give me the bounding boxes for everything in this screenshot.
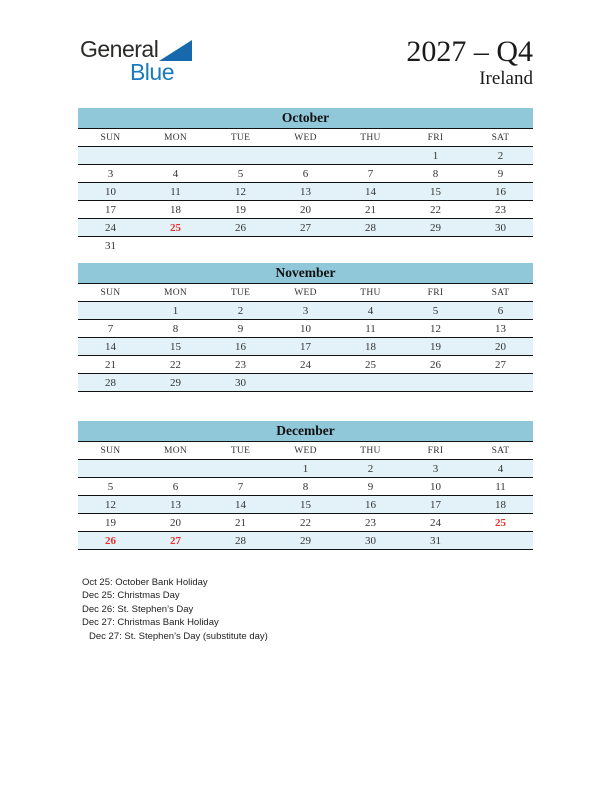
day-cell: 5 (237, 167, 244, 180)
weekday-header: WED (273, 284, 338, 302)
holiday-footnote: Dec 27: St. Stephen’s Day (substitute day) (89, 630, 268, 642)
empty-day-cell (208, 237, 273, 255)
day-cell: 14 (208, 496, 273, 514)
day-cell: 4 (338, 302, 403, 320)
empty-day-cell (273, 374, 338, 392)
weekday-header: SUN (78, 442, 143, 460)
day-cell: 22 (430, 203, 441, 216)
day-cell: 8 (432, 167, 439, 180)
day-cell: 7 (107, 322, 114, 335)
empty-day-cell (143, 147, 208, 165)
day-cell: 19 (235, 203, 246, 216)
day-cell: 9 (367, 480, 374, 493)
day-cell: 19 (403, 338, 468, 356)
empty-day-cell (143, 460, 208, 478)
general-blue-logo (80, 38, 190, 83)
empty-day-cell (403, 374, 468, 392)
day-cell: 15 (273, 496, 338, 514)
empty-day-cell (338, 374, 403, 392)
day-cell: 28 (208, 532, 273, 550)
day-cell: 12 (78, 496, 143, 514)
holiday-footnote: Dec 25: Christmas Day (82, 590, 180, 602)
day-cell: 10 (78, 183, 143, 201)
week-row (78, 237, 533, 255)
day-cell: 21 (365, 203, 376, 216)
month-title: December (78, 421, 533, 442)
day-cell: 23 (365, 516, 376, 529)
week-row (78, 183, 533, 201)
week-row (78, 302, 533, 320)
day-cell: 1 (273, 460, 338, 478)
day-cell: 26 (208, 219, 273, 237)
day-cell: 12 (208, 183, 273, 201)
day-cell: 29 (403, 219, 468, 237)
page-title: 2027 – Q4 (406, 35, 533, 68)
day-cell: 16 (338, 496, 403, 514)
day-cell: 9 (497, 167, 504, 180)
weekday-header: WED (273, 129, 338, 147)
day-cell: 27 (495, 358, 506, 371)
week-row (78, 478, 533, 496)
weekday-header: FRI (403, 284, 468, 302)
day-cell: 3 (403, 460, 468, 478)
day-cell: 28 (338, 219, 403, 237)
day-cell: 19 (105, 516, 116, 529)
weekday-header: MON (143, 129, 208, 147)
empty-day-cell (338, 147, 403, 165)
day-cell: 23 (495, 203, 506, 216)
day-cell: 11 (365, 322, 376, 335)
empty-day-cell (143, 237, 208, 255)
day-cell: 1 (403, 147, 468, 165)
week-row (78, 219, 533, 237)
day-cell: 29 (143, 374, 208, 392)
day-cell: 22 (300, 516, 311, 529)
day-cell: 8 (172, 322, 179, 335)
day-cell: 14 (338, 183, 403, 201)
day-cell: 13 (495, 322, 506, 335)
month-table-october (78, 108, 533, 254)
day-cell: 15 (143, 338, 208, 356)
day-cell: 9 (237, 322, 244, 335)
weekday-header: WED (273, 442, 338, 460)
day-cell: 4 (468, 460, 533, 478)
day-cell: 20 (300, 203, 311, 216)
logo-text-blue: Blue (129, 59, 174, 85)
day-cell: 22 (170, 358, 181, 371)
weekday-header: SAT (468, 442, 533, 460)
day-cell: 6 (468, 302, 533, 320)
day-cell: 12 (430, 322, 441, 335)
empty-day-cell (468, 237, 533, 255)
day-cell: 31 (105, 239, 116, 252)
day-cell: 17 (273, 338, 338, 356)
day-cell: 30 (208, 374, 273, 392)
empty-day-cell (78, 147, 143, 165)
month-table-november (78, 263, 533, 392)
empty-day-cell (338, 237, 403, 255)
month-title: November (78, 263, 533, 284)
holiday-footnote: Dec 27: Christmas Bank Holiday (82, 617, 219, 629)
week-row (78, 320, 533, 338)
empty-day-cell (468, 374, 533, 392)
weekday-header: FRI (403, 129, 468, 147)
day-cell: 11 (143, 183, 208, 201)
day-cell: 18 (170, 203, 181, 216)
day-cell: 2 (208, 302, 273, 320)
weekday-header: TUE (208, 442, 273, 460)
day-cell: 30 (338, 532, 403, 550)
week-row (78, 338, 533, 356)
page-subtitle: Ireland (479, 68, 533, 89)
day-cell: 16 (468, 183, 533, 201)
day-cell: 18 (338, 338, 403, 356)
day-cell: 25 (365, 358, 376, 371)
empty-day-cell (273, 237, 338, 255)
day-cell: 8 (302, 480, 309, 493)
day-cell: 29 (273, 532, 338, 550)
day-cell: 10 (300, 322, 311, 335)
weekday-header: THU (338, 442, 403, 460)
day-cell: 20 (170, 516, 181, 529)
day-cell: 21 (235, 516, 246, 529)
week-row (78, 201, 533, 219)
holiday-footnotes (82, 576, 268, 643)
day-cell: 6 (302, 167, 309, 180)
empty-day-cell (78, 302, 143, 320)
empty-day-cell (208, 147, 273, 165)
weekday-header: MON (143, 442, 208, 460)
day-cell: 15 (403, 183, 468, 201)
day-cell: 3 (273, 302, 338, 320)
day-cell: 1 (143, 302, 208, 320)
weekday-header: SAT (468, 284, 533, 302)
day-cell: 26 (78, 532, 143, 550)
day-cell: 25 (143, 219, 208, 237)
day-cell: 27 (273, 219, 338, 237)
weekday-header: THU (338, 284, 403, 302)
day-cell: 7 (237, 480, 244, 493)
weekday-header: SUN (78, 129, 143, 147)
weekday-header: SUN (78, 284, 143, 302)
holiday-footnote: Oct 25: October Bank Holiday (82, 577, 208, 588)
month-title: October (78, 108, 533, 129)
empty-day-cell (273, 147, 338, 165)
empty-day-cell (78, 460, 143, 478)
week-row (78, 496, 533, 514)
day-cell: 24 (430, 516, 441, 529)
weekday-header: FRI (403, 442, 468, 460)
holiday-footnote: Dec 26: St. Stephen’s Day (82, 603, 194, 615)
month-table-december (78, 421, 533, 550)
day-cell: 21 (105, 358, 116, 371)
logo-triangle-icon (159, 40, 192, 61)
week-row (78, 374, 533, 392)
day-cell: 4 (172, 167, 179, 180)
day-cell: 2 (338, 460, 403, 478)
weekday-header: TUE (208, 284, 273, 302)
day-cell: 7 (367, 167, 374, 180)
document-title-block (406, 36, 533, 90)
day-cell: 30 (468, 219, 533, 237)
day-cell: 31 (403, 532, 468, 550)
day-cell: 17 (105, 203, 116, 216)
day-cell: 26 (430, 358, 441, 371)
weekday-header: SAT (468, 129, 533, 147)
day-cell: 6 (172, 480, 179, 493)
empty-day-cell (468, 532, 533, 550)
day-cell: 11 (495, 480, 506, 493)
weekday-header: MON (143, 284, 208, 302)
week-row (78, 532, 533, 550)
day-cell: 13 (143, 496, 208, 514)
day-cell: 28 (78, 374, 143, 392)
week-row (78, 165, 533, 183)
day-cell: 13 (273, 183, 338, 201)
day-cell: 27 (143, 532, 208, 550)
empty-day-cell (403, 237, 468, 255)
day-cell: 24 (300, 358, 311, 371)
weekday-header: TUE (208, 129, 273, 147)
day-cell: 14 (78, 338, 143, 356)
day-cell: 5 (107, 480, 114, 493)
weekday-header: THU (338, 129, 403, 147)
day-cell: 2 (468, 147, 533, 165)
day-cell: 18 (468, 496, 533, 514)
day-cell: 24 (78, 219, 143, 237)
day-cell: 16 (208, 338, 273, 356)
day-cell: 5 (403, 302, 468, 320)
logo-text-general: General (80, 36, 159, 62)
day-cell: 17 (403, 496, 468, 514)
week-row (78, 356, 533, 374)
day-cell: 10 (430, 480, 441, 493)
week-row (78, 460, 533, 478)
day-cell: 3 (107, 167, 114, 180)
empty-day-cell (208, 460, 273, 478)
day-cell: 20 (468, 338, 533, 356)
day-cell: 23 (235, 358, 246, 371)
week-row (78, 514, 533, 532)
day-cell: 25 (495, 516, 506, 529)
week-row (78, 147, 533, 165)
